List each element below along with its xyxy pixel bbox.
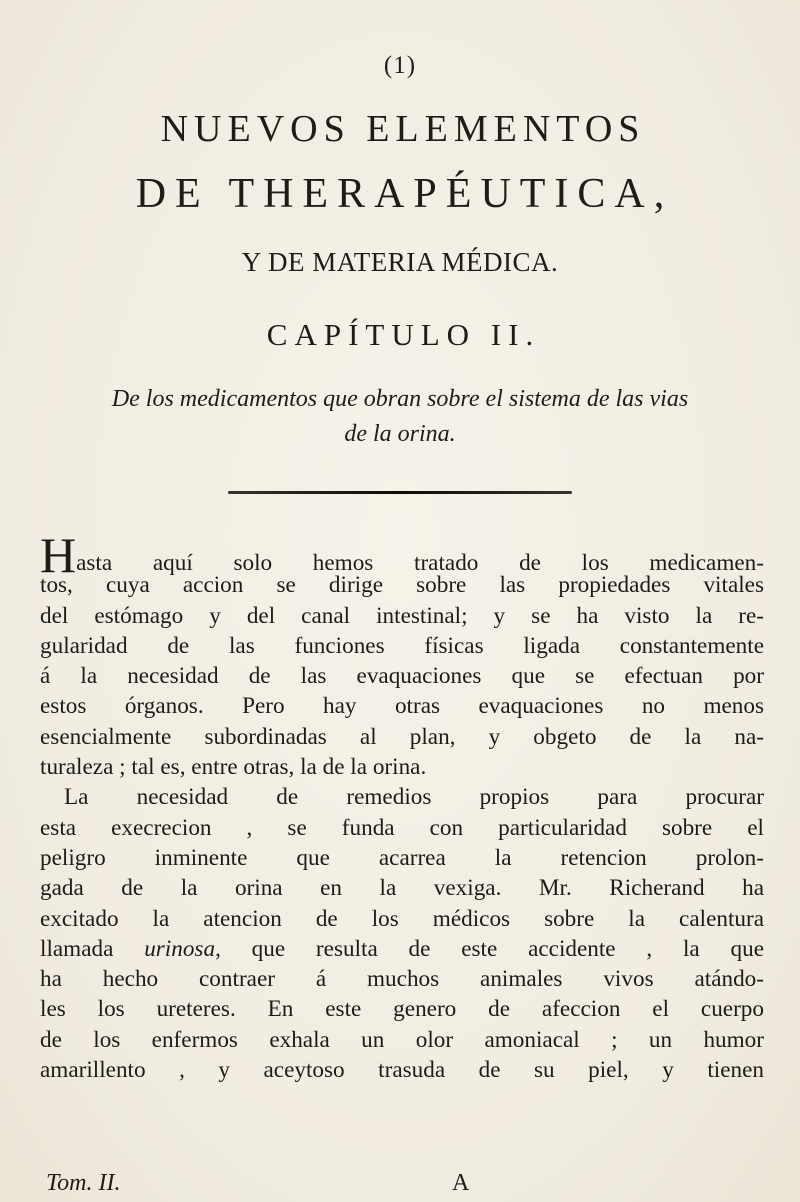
text-line: peligro inminente que acarrea la retencion prolon-: [40, 844, 764, 871]
title-line-1: NUEVOS ELEMENTOS: [160, 108, 646, 150]
text-line: esta execrecion , se funda con particularidad sobre el: [40, 814, 764, 841]
text-line: del estómago y del canal intestinal; y se ha visto la re-: [40, 602, 764, 629]
subtitle-line-2: de la orina.: [344, 421, 456, 447]
volume-signature: Tom. II.: [46, 1170, 121, 1196]
text-segment: llamada: [40, 935, 145, 962]
signature-mark: A: [452, 1170, 470, 1196]
title-line-3: Y DE MATERIA MÉDICA.: [241, 247, 559, 277]
page-number: (1): [383, 52, 417, 79]
text-line-content: asta aquí solo hemos tratado de los medicamen-: [76, 550, 764, 576]
body-text: [40, 527, 764, 1085]
text-line: excitado la atencion de los médicos sobre la calentura: [40, 905, 764, 932]
text-line: á la necesidad de las evaquaciones que se efectuan por: [40, 663, 764, 690]
text-line: ha hecho contraer á muchos animales vivos atándo-: [40, 966, 764, 993]
text-segment: , que resulta de este accidente , la que: [215, 935, 764, 962]
title-line-2: DE THERAPÉUTICA,: [135, 171, 674, 217]
text-line: gularidad de las funciones físicas ligada constantemente: [40, 632, 764, 659]
text-line: estos órganos. Pero hay otras evaquaciones no menos: [40, 693, 764, 720]
drop-cap: H: [40, 527, 77, 583]
chapter-heading: CAPÍTULO II.: [266, 317, 541, 352]
italic-term: urinosa: [144, 935, 216, 962]
text-line: La necesidad de remedios propios para procurar: [64, 784, 764, 811]
text-line: les los ureteres. En este genero de afeccion el cuerpo: [40, 996, 764, 1023]
text-line: turaleza ; tal es, entre otras, la de la orina.: [40, 754, 427, 781]
text-line: esencialmente subordinadas al plan, y obgeto de la na-: [40, 723, 764, 750]
text-line: tos, cuya accion se dirige sobre las propiedades vitales: [40, 572, 764, 599]
subtitle-line-1: De los medicamentos que obran sobre el sistema de las vias: [111, 386, 689, 412]
text-line: [40, 934, 764, 964]
text-line: de los enfermos exhala un olor amoniacal ; un humor: [40, 1026, 764, 1053]
text-line: gada de la orina en la vexiga. Mr. Richerand ha: [40, 875, 764, 902]
text-line: amarillento , y aceytoso trasuda de su piel, y tienen: [40, 1057, 764, 1084]
chapter-subtitle: [80, 382, 720, 452]
text-line: [40, 527, 764, 583]
decorative-rule: [228, 491, 572, 494]
page-footer: [46, 1170, 746, 1200]
